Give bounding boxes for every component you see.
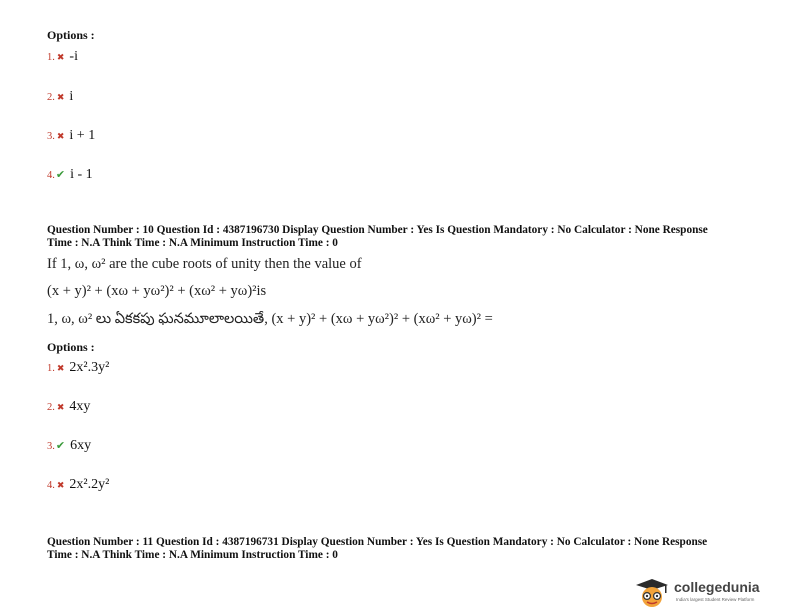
wrong-mark-icon: ✖	[56, 93, 65, 103]
collegedunia-logo	[632, 576, 782, 608]
wrong-mark-icon: ✖	[56, 132, 65, 142]
logo-name: collegedunia	[674, 579, 760, 595]
option-number: 4.	[47, 170, 55, 181]
options-label: Options :	[47, 340, 95, 354]
option-text: 2x².2y²	[69, 477, 110, 492]
correct-check-icon: ✔	[55, 439, 66, 452]
question-meta-line: Question Number : 10 Question Id : 4387196730 Display Question Number : Yes Is Question Mandatory : No Calculator : None Response	[47, 224, 708, 236]
option-row	[47, 477, 109, 493]
option-number: 3.	[47, 131, 55, 142]
correct-check-icon: ✔	[55, 168, 66, 181]
option-text: 2x².3y²	[69, 360, 110, 375]
option-text: -i	[69, 49, 78, 64]
option-row	[47, 360, 109, 376]
question-meta-line: Time : N.A Think Time : N.A Minimum Instruction Time : 0	[47, 237, 338, 249]
question-meta-line: Time : N.A Think Time : N.A Minimum Instruction Time : 0	[47, 549, 338, 561]
option-number: 1.	[47, 363, 55, 374]
option-number: 3.	[47, 441, 55, 452]
wrong-mark-icon: ✖	[56, 481, 65, 491]
question-meta	[47, 224, 767, 250]
wrong-mark-icon: ✖	[56, 364, 65, 374]
option-text: i	[69, 89, 74, 104]
wrong-mark-icon: ✖	[56, 53, 65, 63]
option-row	[47, 128, 95, 144]
option-text: i + 1	[69, 128, 96, 143]
options-label: Options :	[47, 28, 95, 42]
option-number: 1.	[47, 52, 55, 63]
option-text: 6xy	[70, 438, 92, 453]
graduate-mascot-icon	[632, 576, 672, 608]
wrong-mark-icon: ✖	[56, 403, 65, 413]
option-row	[47, 89, 73, 105]
option-number: 2.	[47, 92, 55, 103]
option-row	[47, 49, 78, 65]
question-meta-line: Question Number : 11 Question Id : 4387196731 Display Question Number : Yes Is Question Mandatory : No Calculator : None Response	[47, 536, 708, 548]
logo-tagline: India's largest Student Review Platform	[676, 597, 755, 602]
option-number: 4.	[47, 480, 55, 491]
option-row	[47, 399, 90, 415]
option-text: i - 1	[70, 167, 93, 182]
option-text: 4xy	[69, 399, 91, 414]
question-meta	[47, 536, 767, 562]
question-text: If 1, ω, ω² are the cube roots of unity then the value of	[47, 256, 362, 272]
question-text-telugu: 1, ω, ω² లు ఏకకపు ఘనమూలాలయితే, (x + y)² + (xω + yω²)² + (xω² + yω)² =	[47, 311, 493, 327]
option-row	[47, 167, 93, 183]
question-expression: (x + y)² + (xω + yω²)² + (xω² + yω)²is	[47, 283, 267, 299]
option-row	[47, 438, 91, 454]
option-number: 2.	[47, 402, 55, 413]
